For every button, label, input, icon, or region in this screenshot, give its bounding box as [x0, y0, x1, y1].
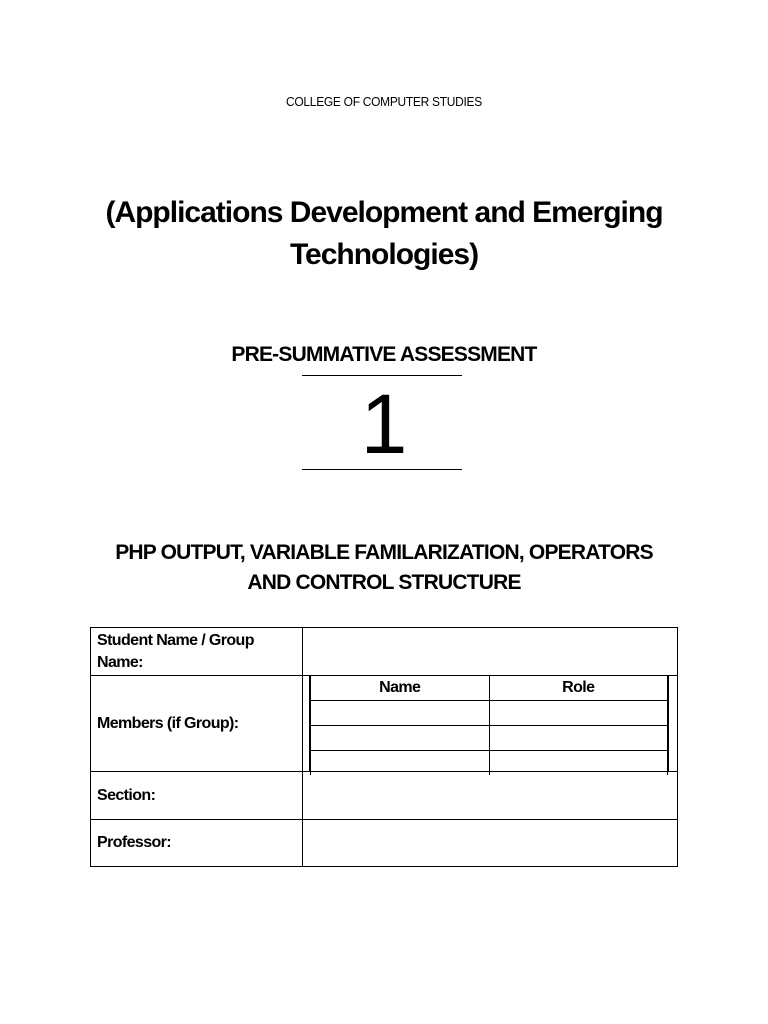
student-name-label-line1: Student Name / Group: [97, 631, 254, 649]
members-row: [91, 676, 678, 772]
section-row: [91, 772, 678, 820]
members-label: Members (if Group):: [91, 676, 303, 772]
student-name-label: [91, 628, 303, 676]
assessment-topic: [90, 538, 678, 598]
member-role-field[interactable]: [489, 751, 668, 776]
section-field[interactable]: [303, 772, 678, 820]
member-row: [311, 726, 668, 751]
members-name-header: Name: [311, 676, 490, 701]
student-name-label-line2: Name:: [97, 653, 143, 671]
topic-line1: PHP OUTPUT, VARIABLE FAMILARIZATION, OPERATORS: [115, 541, 653, 564]
topic-line2: AND CONTROL STRUCTURE: [247, 571, 521, 594]
course-title: [84, 192, 684, 276]
member-role-field[interactable]: [489, 701, 668, 726]
member-role-field[interactable]: [489, 726, 668, 751]
student-info-table: [90, 627, 678, 867]
members-header-row: [311, 676, 668, 701]
assessment-label: PRE-SUMMATIVE ASSESSMENT: [231, 343, 537, 366]
member-name-field[interactable]: [311, 701, 490, 726]
college-name: COLLEGE OF COMPUTER STUDIES: [286, 94, 482, 109]
assessment-number-top-rule: [302, 375, 462, 376]
member-row: [311, 701, 668, 726]
assessment-number: 1: [360, 377, 408, 471]
members-table: [310, 676, 668, 775]
course-title-line2: Technologies): [289, 238, 479, 271]
members-role-header: Role: [489, 676, 668, 701]
student-name-field[interactable]: [303, 628, 678, 676]
members-cell: [303, 676, 678, 772]
member-name-field[interactable]: [311, 726, 490, 751]
assessment-number-bottom-rule: [302, 469, 462, 470]
course-title-line1: (Applications Development and Emerging: [105, 196, 663, 229]
professor-label: Professor:: [91, 820, 303, 867]
member-row: [311, 751, 668, 776]
professor-row: [91, 820, 678, 867]
member-name-field[interactable]: [311, 751, 490, 776]
section-label: Section:: [91, 772, 303, 820]
members-table-frame: [309, 676, 669, 771]
professor-field[interactable]: [303, 820, 678, 867]
student-name-row: [91, 628, 678, 676]
